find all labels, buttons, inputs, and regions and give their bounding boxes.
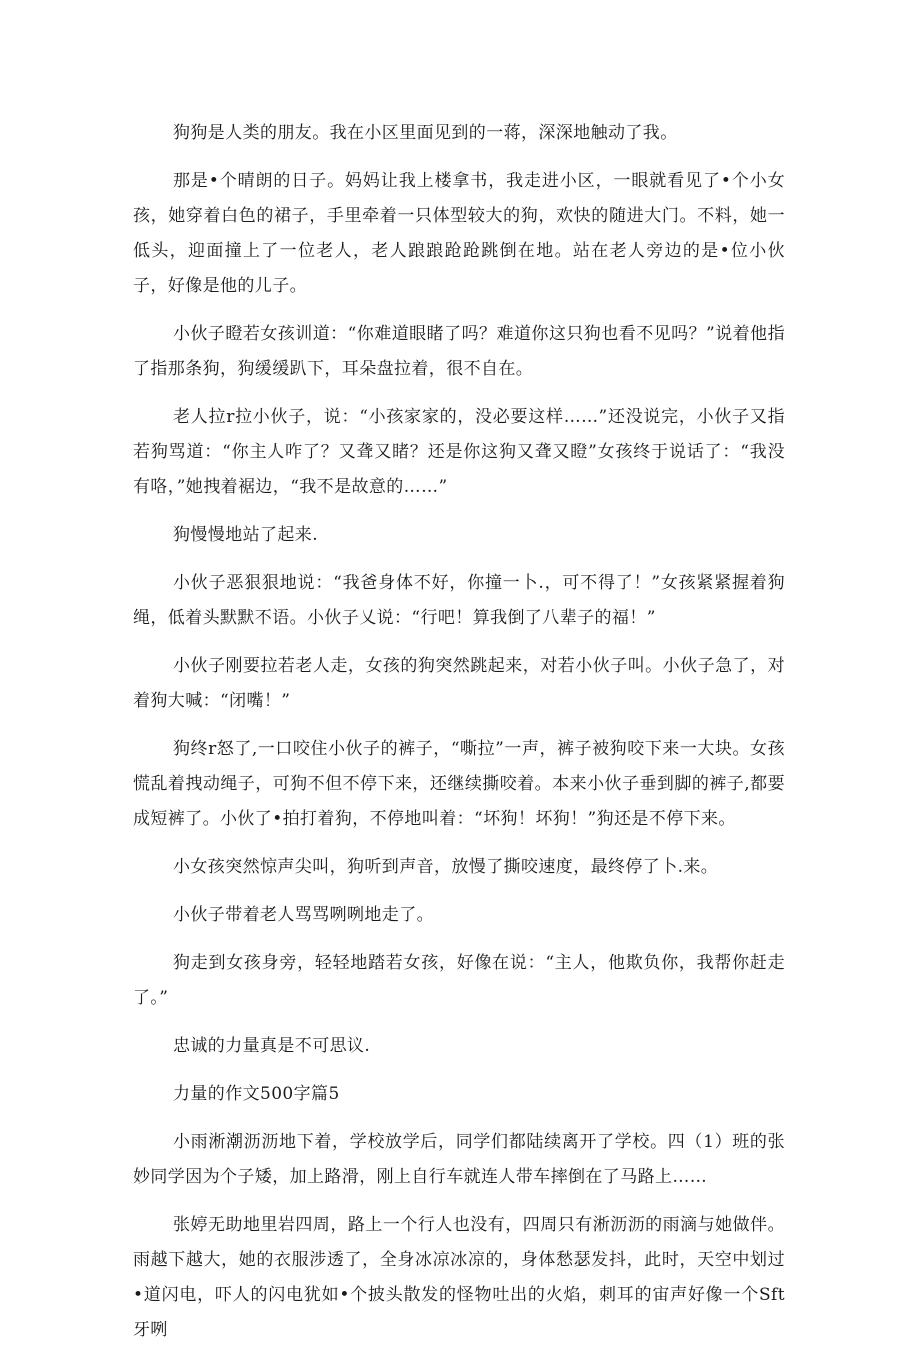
- paragraph: 狗终r怒了,一口咬住小伙子的裤子，“嘶拉”一声，裤子被狗咬下来一大块。女孩慌乱着拽动绳子，可狗不但不停下来，还继续撕咬着。本来小伙子垂到脚的裤子,都要成短裤了。小伙了•拍打着狗，不停地叫着：“坏狗！坏狗！”狗还是不停下来。: [133, 739, 785, 829]
- paragraph: 小女孩突然惊声尖叫，狗听到声音，放慢了撕咬速度，最终停了卜.来。: [173, 857, 719, 877]
- paragraph: 小伙子恶狠狠地说：“我爸身体不好，你撞一卜.，可不得了！”女孩紧紧握着狗绳，低着头默默不语。小伙子乂说：“行吧！算我倒了八辈子的福！”: [133, 573, 785, 628]
- paragraph: 老人拉r拉小伙子，说：“小孩家家的，没必要这样……”还没说完，小伙子又指若狗骂道：“你主人咋了？又聋又睹？还是你这狗又聋又瞪”女孩终于说话了：“我没有咯，”她拽着裾边，“我不是故意的……”: [133, 407, 785, 497]
- paragraph: 狗慢慢地站了起来.: [173, 525, 319, 545]
- paragraph: 小伙子刚要拉若老人走，女孩的狗突然跳起来，对若小伙子叫。小伙子急了，对着狗大喊：“闭嘴！”: [133, 656, 785, 711]
- section-heading: 力量的作文500字篇5: [173, 1084, 340, 1104]
- paragraph: 张婷无助地里岩四周，路上一个行人也没有，四周只有淅沥沥的雨滴与她做伴。雨越下越大，她的衣服涉透了，全身冰凉冰凉的，身体愁瑟发抖，此时，天空中划过•道闪电，吓人的闪电犹如•个披头散发的怪物吐出的火焰，刺耳的宙声好像一个Sft牙咧: [133, 1215, 785, 1340]
- paragraph: 小雨淅潮沥沥地下着，学校放学后，同学们都陆续离开了学校。四（1）班的张妙同学因为个子矮，加上路滑，刚上自行车就连人带车摔倒在了马路上……: [133, 1132, 785, 1187]
- paragraph: 小伙子带着老人骂骂咧咧地走了。: [173, 905, 434, 925]
- paragraph: 忠诚的力量真是不可思议.: [173, 1036, 371, 1056]
- paragraph: 那是•个晴朗的日子。妈妈让我上楼拿书，我走进小区，一眼就看见了•个小女孩，她穿着白色的裙子，手里牵着一只体型较大的狗，欢快的随进大门。不料，她一低头，迎面撞上了一位老人，老人踉踉跄跄跳倒在地。站在老人旁边的是•位小伙子，好像是他的儿子。: [133, 171, 785, 296]
- paragraph: 狗走到女孩身旁，轻轻地踏若女孩，好像在说：“主人，他欺负你，我帮你赶走了。”: [133, 953, 785, 1008]
- paragraph: 小伙子瞪若女孩训道：“你难道眼睹了吗？难道你这只狗也看不见吗？”说着他指了指那条狗，狗缓缓趴下，耳朵盘拉着，很不自在。: [133, 324, 785, 379]
- paragraph: 狗狗是人类的朋友。我在小区里面见到的一蒋，深深地触动了我。: [173, 123, 678, 143]
- document-body: [133, 116, 785, 1361]
